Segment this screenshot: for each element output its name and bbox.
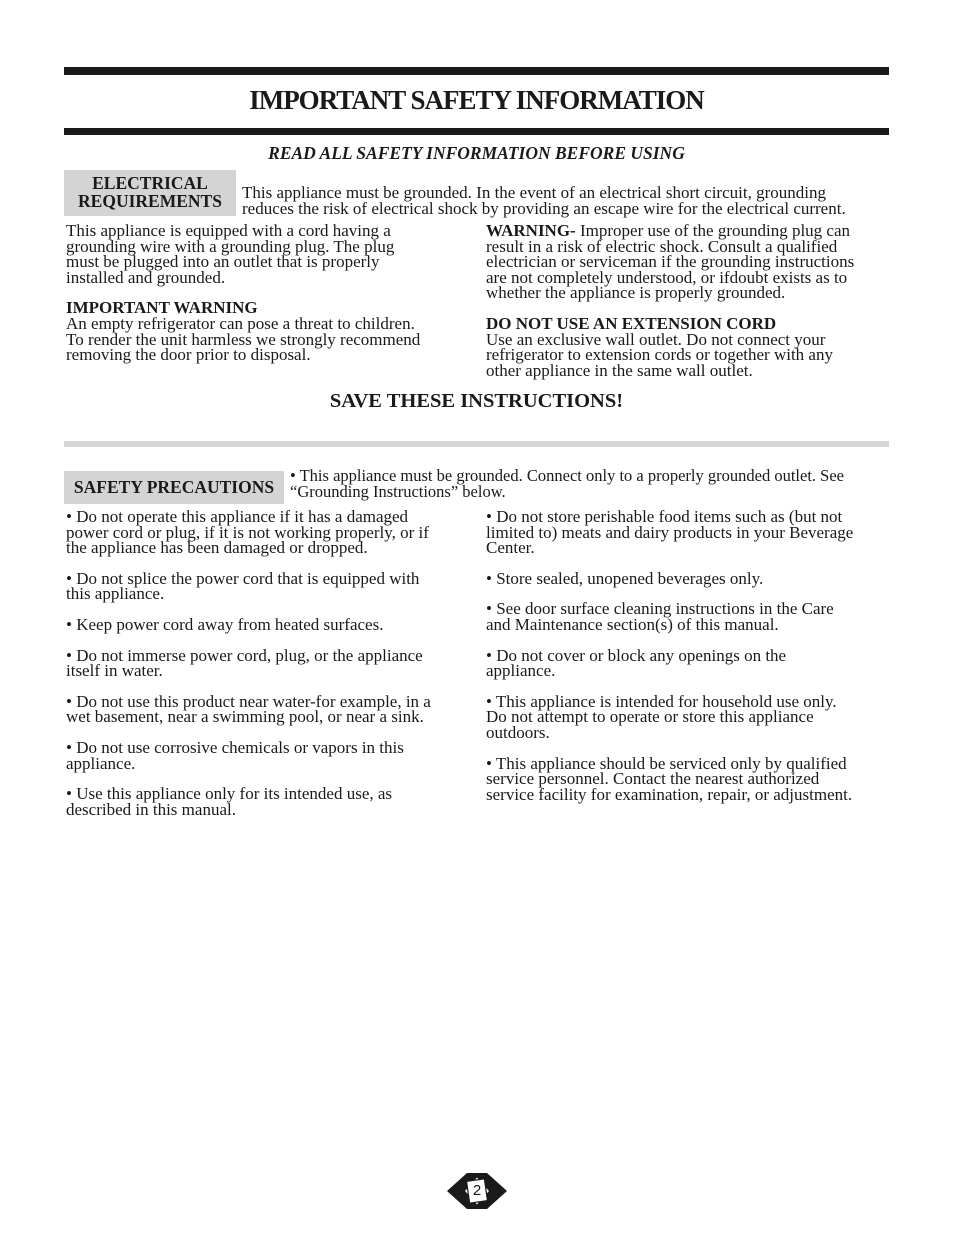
list-item: • Do not cover or block any openings on the appliance. <box>486 645 787 681</box>
save-instructions-heading: SAVE THESE INSTRUCTIONS! <box>329 390 624 412</box>
list-item: • Do not splice the power cord that is equipped with this appliance. <box>66 568 420 604</box>
page-number: 2 <box>472 1182 482 1199</box>
list-item: • Keep power cord away from heated surfaces. <box>66 614 384 634</box>
extension-cord-section: DO NOT USE AN EXTENSION CORD Use an exclusive wall outlet. Do not connect your refrigerator to extension cords or together with any other appliance in the same wall outlet. <box>486 316 906 378</box>
extension-cord-heading: DO NOT USE AN EXTENSION CORD <box>486 313 777 333</box>
title-rule <box>64 128 889 135</box>
important-warning-heading: IMPORTANT WARNING <box>66 298 258 318</box>
page-title: IMPORTANT SAFETY INFORMATION <box>249 85 704 115</box>
page-subtitle: READ ALL SAFETY INFORMATION BEFORE USING <box>268 143 685 163</box>
list-item: • Do not immerse power cord, plug, or the appliance itself in water. <box>66 645 423 681</box>
list-item: • This appliance should be serviced only by qualified service personnel. Contact the nearest authorized service facility for examination, repair, or adjustment. <box>486 753 853 804</box>
list-item: • Do not operate this appliance if it has a damaged power cord or plug, if it is not working properly, or if the appliance has been damaged or dropped. <box>66 507 429 558</box>
electrical-left-column <box>66 223 476 363</box>
section-divider <box>64 441 889 447</box>
important-warning-section: IMPORTANT WARNING An empty refrigerator can pose a threat to children. To render the unit harmless we strongly recommend removing the door prior to disposal. <box>66 300 476 362</box>
safety-precautions-label: SAFETY PRECAUTIONS <box>64 471 284 504</box>
warning-lead: WARNING- <box>486 221 576 240</box>
warning-section: WARNING- Improper use of the grounding plug can result in a risk of electric shock. Consult a qualified electrician or serviceman if the grounding instructions are not completely understood, or ifdoubt exists as to whether the appliance is properly grounded. <box>486 221 855 303</box>
precautions-right-column <box>486 509 906 802</box>
list-item: • See door surface cleaning instructions in the Care and Maintenance section(s) of this manual. <box>486 599 834 634</box>
grounding-paragraph: This appliance is equipped with a cord having a grounding wire with a grounding plug. The plug must be plugged into an outlet that is properly installed and grounded. <box>66 221 395 287</box>
precautions-intro: • This appliance must be grounded. Connect only to a properly grounded outlet. See “Grounding Instructions” below. <box>290 466 844 501</box>
list-item: • Do not use corrosive chemicals or vapors in this appliance. <box>66 737 404 773</box>
electrical-intro: This appliance must be grounded. In the event of an electrical short circuit, grounding reduces the risk of electrical shock by providing an escape wire for the electrical current. <box>242 183 846 218</box>
list-item: • Do not store perishable food items such as (but not limited to) meats and dairy products in your Beverage Center. <box>486 507 854 558</box>
list-item: • Do not use this product near water-for example, in a wet basement, near a swimming pool, or near a sink. <box>66 691 431 727</box>
list-item: • Store sealed, unopened beverages only. <box>486 568 764 588</box>
precautions-left-column <box>66 509 476 817</box>
electrical-requirements-label: ELECTRICAL REQUIREMENTS <box>64 170 236 216</box>
top-rule <box>64 67 889 75</box>
list-item: • Use this appliance only for its intended use, as described in this manual. <box>66 784 393 819</box>
list-item: • This appliance is intended for household use only. Do not attempt to operate or store this appliance outdoors. <box>486 691 837 742</box>
electrical-right-column <box>486 223 906 378</box>
